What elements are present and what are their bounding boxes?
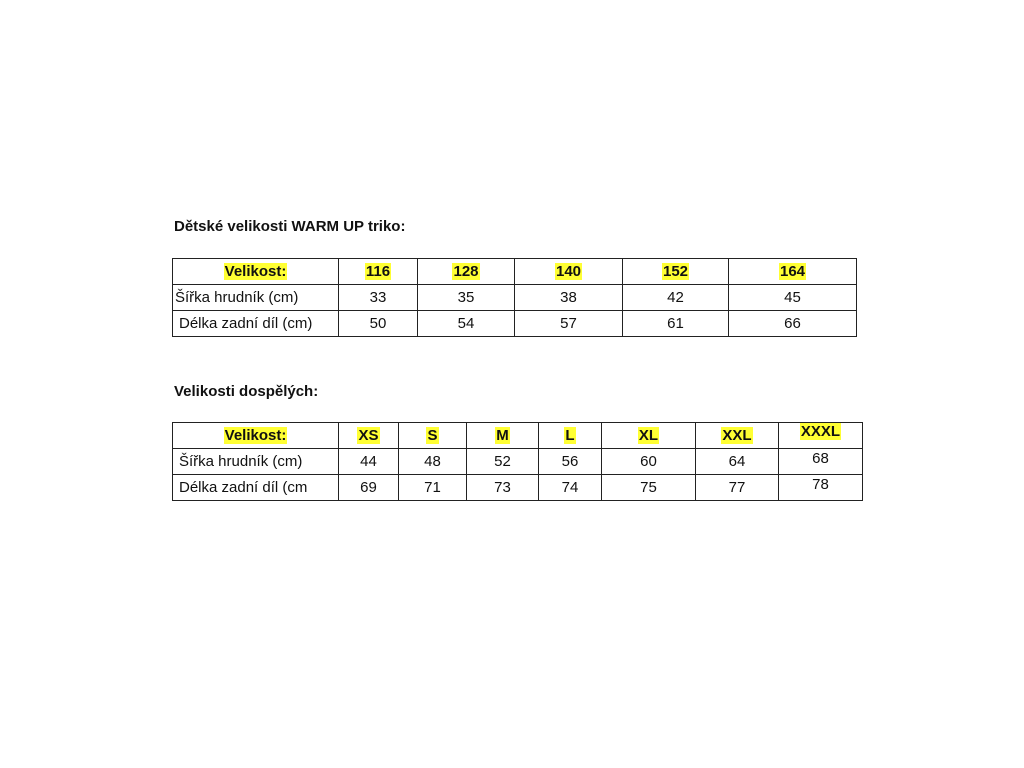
- kids-size-heading: Dětské velikosti WARM UP triko:: [174, 218, 406, 235]
- size-value: M: [496, 427, 509, 444]
- length-cell: 50: [339, 311, 418, 337]
- size-value: 164: [779, 263, 806, 280]
- length-cell: 71: [399, 475, 467, 501]
- size-cell: [602, 423, 696, 449]
- chest-cell: 35: [418, 285, 515, 311]
- adult-size-table: [172, 422, 863, 501]
- chest-cell: 56: [539, 449, 602, 475]
- size-value: S: [427, 427, 438, 444]
- length-cell: 54: [418, 311, 515, 337]
- chest-cell: 48: [399, 449, 467, 475]
- length-cell: 69: [339, 475, 399, 501]
- chest-row: [173, 285, 857, 311]
- size-cell: [729, 259, 857, 285]
- length-label: Délka zadní díl (cm): [173, 311, 339, 337]
- size-cell: [515, 259, 623, 285]
- size-cell: [339, 423, 399, 449]
- chest-cell: 60: [602, 449, 696, 475]
- chest-cell: [779, 449, 863, 475]
- length-cell: 57: [515, 311, 623, 337]
- size-cell: [539, 423, 602, 449]
- length-cell: [779, 475, 863, 501]
- length-label: Délka zadní díl (cm: [173, 475, 339, 501]
- size-row: [173, 423, 863, 449]
- size-cell: [696, 423, 779, 449]
- size-value: XXL: [722, 427, 752, 444]
- chest-label: Šířka hrudník (cm): [173, 449, 339, 475]
- size-value: 140: [555, 263, 582, 280]
- chest-cell: 38: [515, 285, 623, 311]
- size-cell: [467, 423, 539, 449]
- size-value: 152: [662, 263, 689, 280]
- kids-size-table: [172, 258, 857, 337]
- length-cell: 75: [602, 475, 696, 501]
- chest-row: [173, 449, 863, 475]
- adult-size-heading: Velikosti dospělých:: [174, 383, 319, 400]
- size-cell: [623, 259, 729, 285]
- chest-cell: 33: [339, 285, 418, 311]
- size-header-cell: [173, 259, 339, 285]
- size-cell: [339, 259, 418, 285]
- size-value: XS: [358, 427, 379, 444]
- length-cell: 61: [623, 311, 729, 337]
- length-cell: 73: [467, 475, 539, 501]
- length-row: [173, 311, 857, 337]
- size-value: L: [565, 427, 575, 444]
- length-cell: 66: [729, 311, 857, 337]
- length-cell: 77: [696, 475, 779, 501]
- size-cell: [418, 259, 515, 285]
- chest-cell: 44: [339, 449, 399, 475]
- chest-cell: 45: [729, 285, 857, 311]
- length-row: [173, 475, 863, 501]
- size-header-cell: [173, 423, 339, 449]
- size-value: 116: [365, 263, 391, 280]
- size-value: XXXL: [800, 423, 841, 440]
- size-row: [173, 259, 857, 285]
- chest-label: Šířka hrudník (cm): [173, 285, 339, 311]
- chest-value: 68: [812, 450, 829, 467]
- chest-cell: 42: [623, 285, 729, 311]
- size-cell: [779, 423, 863, 449]
- chest-cell: 52: [467, 449, 539, 475]
- chest-cell: 64: [696, 449, 779, 475]
- size-header-label: Velikost:: [224, 263, 287, 280]
- length-cell: 74: [539, 475, 602, 501]
- length-value: 78: [812, 476, 829, 493]
- size-value: XL: [638, 427, 659, 444]
- size-value: 128: [453, 263, 479, 280]
- size-cell: [399, 423, 467, 449]
- size-header-label: Velikost:: [224, 427, 287, 444]
